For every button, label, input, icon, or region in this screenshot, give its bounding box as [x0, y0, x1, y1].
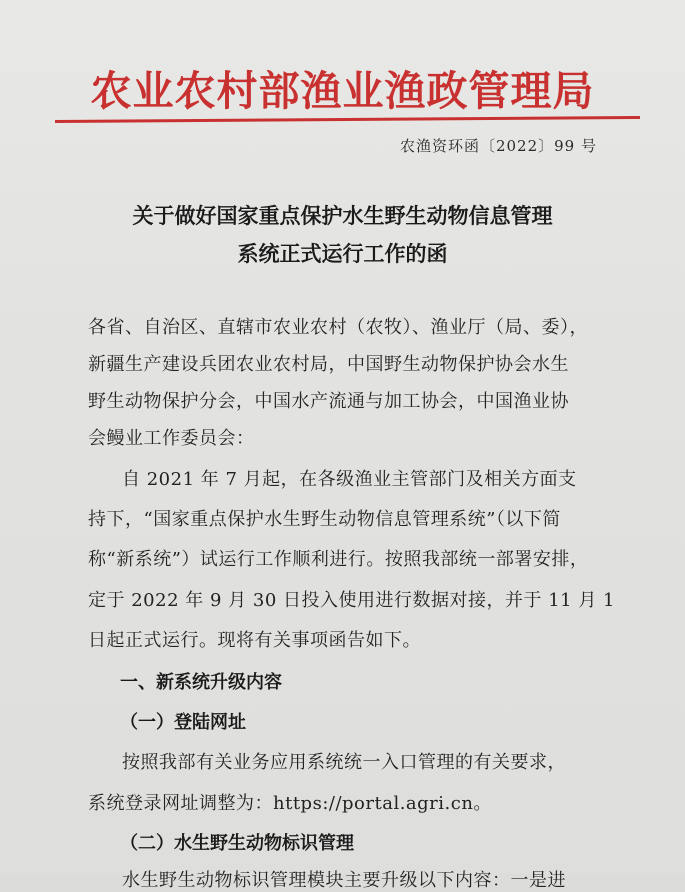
- masthead-red-rule: [55, 116, 640, 123]
- recipients-line: 会鳗业工作委员会：: [88, 428, 255, 449]
- document-title-line-2: 系统正式运行工作的函: [237, 242, 448, 266]
- body-text-line: 按照我部有关业务应用系统统一入口管理的有关要求，: [122, 752, 566, 773]
- subsection-heading: （一）登陆网址: [120, 712, 246, 733]
- recipients-line: 各省、自治区、直辖市农业农村（农牧）、渔业厅（局、委），: [88, 317, 588, 338]
- body-text-line: 系统登录网址调整为：https://portal.agri.cn。: [88, 793, 492, 814]
- body-text-line: 持下，“国家重点保护水生野生动物信息管理系统”（以下简: [88, 509, 561, 530]
- subsection-heading: （二）水生野生动物标识管理: [120, 833, 354, 854]
- recipients-line: 新疆生产建设兵团农业农村局，中国野生动物保护协会水生: [88, 354, 569, 375]
- document-number: 农渔资环函〔2022〕99 号: [399, 137, 597, 155]
- body-text-line: 日起正式运行。现将有关事项函告如下。: [88, 630, 421, 651]
- document-title-line-1: 关于做好国家重点保护水生野生动物信息管理: [132, 204, 553, 228]
- body-text-line: 自 2021 年 7 月起，在各级渔业主管部门及相关方面支: [122, 469, 577, 490]
- recipients-line: 野生动物保护分会，中国水产流通与加工协会，中国渔业协: [88, 391, 569, 412]
- masthead-title: 农业农村部渔业渔政管理局: [90, 67, 595, 115]
- section-heading: 一、新系统升级内容: [120, 672, 282, 693]
- body-text-line: 称“新系统”）试运行工作顺利进行。按照我部统一部署安排，: [88, 549, 589, 570]
- body-text-line: 定于 2022 年 9 月 30 日投入使用进行数据对接，并于 11 月 1: [88, 590, 616, 611]
- body-text-line: 水生野生动物标识管理模块主要升级以下内容：一是进: [122, 870, 566, 891]
